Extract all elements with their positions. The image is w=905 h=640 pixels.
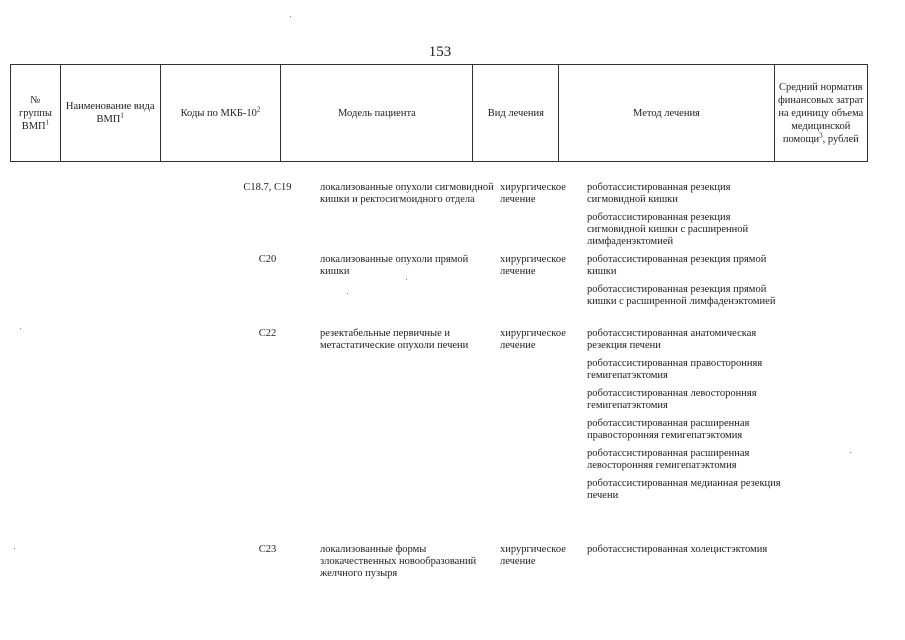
treatment-method: роботассистированная расширенная левосторонняя гемигепатэктомия bbox=[587, 448, 750, 471]
icd-code: C22 bbox=[258, 328, 277, 339]
header-icd-codes: Коды по МКБ-$10^2$ bbox=[160, 65, 281, 162]
patient-model: локализованные опухоли сигмовидной кишки и ректосигмоидного отдела bbox=[320, 182, 494, 205]
header-row bbox=[11, 65, 868, 162]
treatment-methods bbox=[587, 544, 787, 562]
scan-speck bbox=[14, 548, 15, 549]
header-treatment-method: Метод лечения bbox=[559, 65, 774, 162]
treatment-method: роботассистированная анатомическая резекция печени bbox=[587, 328, 757, 351]
patient-model: резектабельные первичные и метастатические опухоли печени bbox=[320, 328, 469, 351]
treatment-method: роботассистированная резекция сигмовидной кишки bbox=[587, 182, 731, 205]
treatment-method: роботассистированная резекция сигмовидной кишки с расширенной лимфаденэктомией bbox=[587, 212, 749, 247]
treatment-method: роботассистированная расширенная правосторонняя гемигепатэктомия bbox=[587, 418, 750, 441]
scan-speck bbox=[20, 328, 21, 329]
treatment-methods bbox=[587, 182, 787, 254]
icd-code: C20 bbox=[258, 254, 277, 265]
table-header bbox=[10, 64, 868, 162]
page-number: 153 bbox=[428, 44, 452, 60]
treatment-method: роботассистированная холецистэктомия bbox=[587, 544, 768, 555]
treatment-type: хирургическое лечение bbox=[500, 328, 566, 351]
icd-code: C18.7, C19 bbox=[243, 182, 292, 193]
treatment-method: роботассистированная левосторонняя гемигепатэктомия bbox=[587, 388, 757, 411]
treatment-methods bbox=[587, 254, 787, 314]
treatment-methods bbox=[587, 328, 787, 508]
patient-model: локализованные опухоли прямой кишки bbox=[320, 254, 469, 277]
scan-speck bbox=[290, 16, 291, 17]
header-treatment-type: Вид лечения bbox=[473, 65, 559, 162]
treatment-method: роботассистированная правосторонняя гемигепатэктомия bbox=[587, 358, 763, 381]
header-group-number: № группы ВМП$^1$ bbox=[11, 65, 61, 162]
treatment-method: роботассистированная резекция прямой кишки bbox=[587, 254, 767, 277]
treatment-type: хирургическое лечение bbox=[500, 544, 566, 567]
scan-speck bbox=[347, 293, 348, 294]
treatment-method: роботассистированная резекция прямой кишки с расширенной лимфаденэктомией bbox=[587, 284, 776, 307]
scan-speck bbox=[406, 279, 407, 280]
icd-code: C23 bbox=[258, 544, 277, 555]
header-patient-model: Модель пациента bbox=[281, 65, 473, 162]
header-vmp-name: Наименование вида ВМП$^1$ bbox=[60, 65, 160, 162]
treatment-type: хирургическое лечение bbox=[500, 254, 566, 277]
treatment-type: хирургическое лечение bbox=[500, 182, 566, 205]
scan-speck bbox=[850, 452, 851, 453]
header-average-cost: Средний норматив финансовых затрат на единицу объема медицинской помощи$^3$, рублей bbox=[774, 65, 867, 162]
patient-model: локализованные формы злокачественных новообразований желчного пузыря bbox=[320, 544, 477, 579]
treatment-method: роботассистированная медианная резекция печени bbox=[587, 478, 781, 501]
